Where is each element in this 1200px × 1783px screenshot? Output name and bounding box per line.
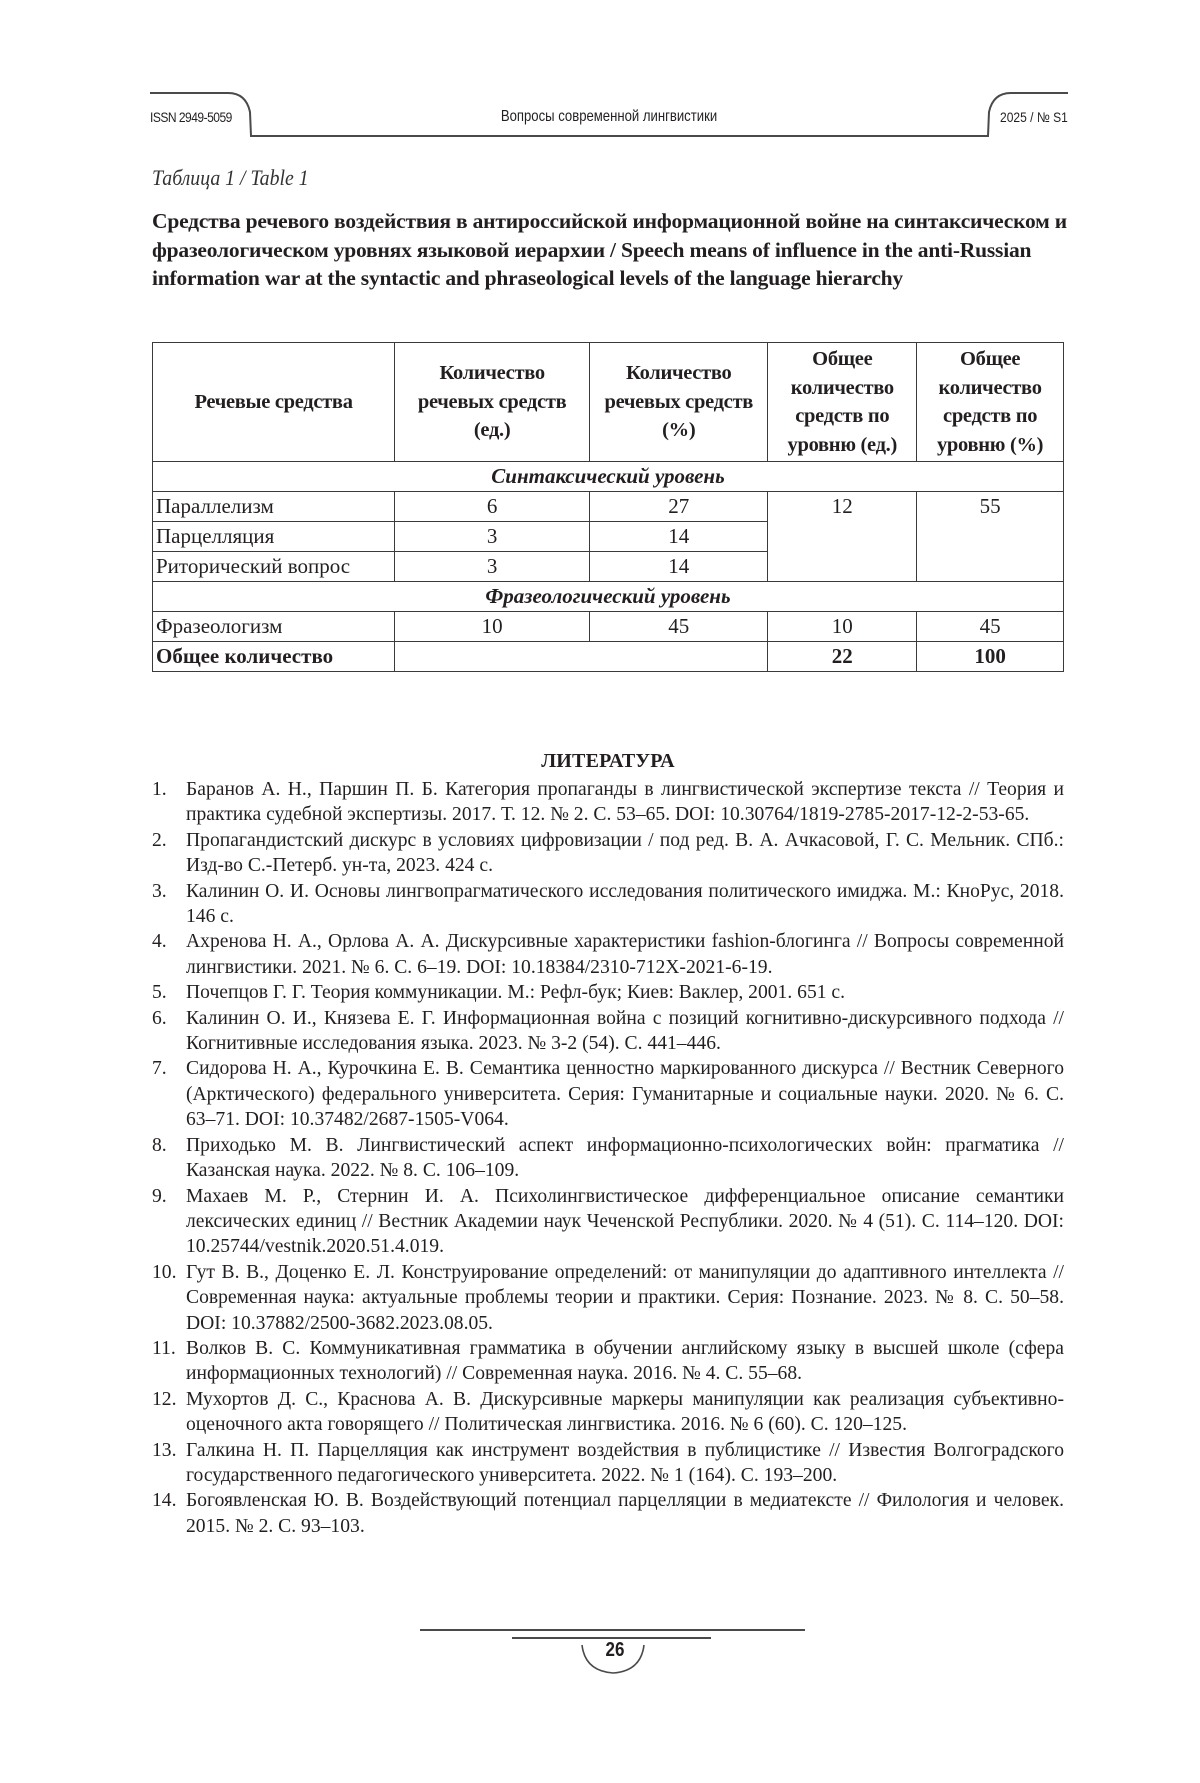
reference-text: Гут В. В., Доценко Е. Л. Конструирование определений: от манипуляции до адаптивного интеллекта // Современная наука: актуальные проблемы теории и практики. Серия: Познание. 2023. № 8. С. 50–58. DOI: 10.37882/2500-3682.2023.08.05. [186, 1261, 1064, 1334]
level-total-percent: 55 [917, 492, 1064, 582]
reference-item [152, 1387, 1064, 1438]
level-total-units: 12 [768, 492, 917, 582]
references-list [152, 777, 1064, 1539]
level-total-units: 10 [768, 612, 917, 642]
reference-item [152, 1336, 1064, 1387]
count-units: 6 [395, 492, 590, 522]
table-title: Средства речевого воздействия в антироссийской информационной войне на синтаксическом и фразеологическом уровнях языковой иерархии / Speech means of influence in the anti-Russian information war at the syntactic and phraseological levels of the language hierarchy [152, 209, 1067, 290]
reference-item [152, 1133, 1064, 1184]
reference-item [152, 929, 1064, 980]
journal-title: Вопросы современной лингвистики [500, 108, 718, 125]
total-units: 22 [768, 642, 917, 672]
reference-item [152, 879, 1064, 930]
reference-item [152, 1056, 1064, 1132]
reference-text: Волков В. С. Коммуникативная грамматика в обучении английскому языку в высшей школе (сфера информационных технологий) // Современная наука. 2016. № 4. С. 55–68. [186, 1337, 1064, 1385]
reference-number: 6. [152, 1007, 167, 1029]
reference-number: 10. [152, 1261, 177, 1283]
speech-means-name: Параллелизм [153, 492, 395, 522]
total-label: Общее количество [153, 642, 395, 672]
reference-number: 11. [152, 1337, 176, 1359]
reference-item [152, 828, 1064, 879]
count-percent: 14 [590, 522, 768, 552]
reference-number: 9. [152, 1185, 167, 1207]
header-count-units: Количество речевых средств (ед.) [395, 343, 590, 462]
count-percent: 27 [590, 492, 768, 522]
count-percent: 45 [590, 612, 768, 642]
header-speech-means: Речевые средства [153, 343, 395, 462]
reference-text: Мухортов Д. С., Краснова А. В. Дискурсивные маркеры манипуляции как реализация субъективно-оценочного акта говорящего // Политическая лингвистика. 2016. № 6 (60). С. 120–125. [186, 1388, 1064, 1436]
reference-item [152, 1006, 1064, 1057]
page-footer [420, 1615, 810, 1695]
speech-means-name: Парцелляция [153, 522, 395, 552]
table-row [153, 612, 1064, 642]
page-number: 26 [605, 1639, 625, 1661]
level-label: Синтаксический уровень [153, 462, 1064, 492]
running-header [150, 90, 1068, 140]
reference-number: 2. [152, 829, 167, 851]
level-row-phraseological [153, 582, 1064, 612]
reference-number: 1. [152, 779, 167, 800]
table-row [153, 492, 1064, 522]
reference-text: Богоявленская Ю. В. Воздействующий потенциал парцелляции в медиатексте // Филология и человек. 2015. № 2. С. 93–103. [186, 1490, 1064, 1537]
reference-text: Калинин О. И. Основы лингвопрагматического исследования политического имиджа. М.: КноРус, 2018. 146 с. [186, 880, 1064, 928]
reference-number: 12. [152, 1388, 177, 1410]
reference-number: 13. [152, 1439, 177, 1461]
reference-text: Пропагандистский дискурс в условиях цифровизации / под ред. В. А. Ачкасовой, Г. С. Мельник. СПб.: Изд-во С.-Петерб. ун-та, 2023. 424 с. [186, 829, 1064, 877]
reference-number: 4. [152, 931, 167, 953]
reference-item [152, 777, 1064, 828]
reference-item [152, 1438, 1064, 1489]
total-row [153, 642, 1064, 672]
speech-means-name: Риторический вопрос [153, 552, 395, 582]
journal-issue: 2025 / № S1 [1000, 109, 1068, 125]
header-count-percent: Количество речевых средств (%) [590, 343, 768, 462]
level-label: Фразеологический уровень [153, 582, 1064, 612]
table-label: Таблица 1 / Table 1 [152, 165, 309, 190]
reference-item [152, 1184, 1064, 1260]
speech-means-table [152, 342, 1064, 672]
reference-number: 5. [152, 982, 167, 1004]
reference-number: 8. [152, 1134, 167, 1156]
reference-text: Калинин О. И., Князева Е. Г. Информационная война с позиций когнитивно-дискурсивного подхода // Когнитивные исследования языка. 2023. № 3-2 (54). С. 441–446. [186, 1007, 1064, 1055]
reference-item [152, 1488, 1064, 1539]
reference-text: Галкина Н. П. Парцелляция как инструмент воздействия в публицистике // Известия Волгоградского государственного педагогического университета. 2022. № 1 (164). С. 193–200. [186, 1439, 1064, 1486]
table-header-row [153, 343, 1064, 462]
reference-number: 7. [152, 1058, 167, 1080]
total-percent: 100 [917, 642, 1064, 672]
reference-text: Баранов А. Н., Паршин П. Б. Категория пропаганды в лингвистической экспертизе текста // Теория и практика судебной экспертизы. 2017. Т. 12. № 2. С. 53–65. DOI: 10.30764/1819-2785-2017-12-2-53-65. [186, 779, 1064, 826]
total-empty-cell [395, 642, 768, 672]
header-level-total-percent: Общее количество средств по уровню (%) [917, 343, 1064, 462]
reference-text: Приходько М. В. Лингвистический аспект информационно-психологических войн: прагматика // Казанская наука. 2022. № 8. С. 106–109. [186, 1134, 1064, 1182]
level-total-percent: 45 [917, 612, 1064, 642]
reference-number: 3. [152, 880, 167, 902]
reference-text: Сидорова Н. А., Курочкина Е. В. Семантика ценностно маркированного дискурса // Вестник Северного (Арктического) федерального университета. Серия: Гуманитарные и социальные науки. 2020. № 6. С. 63–71. DOI: 10.37482/2687-1505-V064. [186, 1058, 1064, 1131]
speech-means-name: Фразеологизм [153, 612, 395, 642]
references-heading: ЛИТЕРАТУРА [541, 750, 675, 772]
reference-item [152, 980, 1064, 1005]
count-units: 10 [395, 612, 590, 642]
reference-text: Махаев М. Р., Стернин И. А. Психолингвистическое дифференциальное описание семантики лексических единиц // Вестник Академии наук Чеченской Республики. 2020. № 4 (51). С. 114–120. DOI: 10.25744/vestnik.2020.51.4.019. [186, 1185, 1064, 1258]
level-row-syntactic [153, 462, 1064, 492]
header-level-total-units: Общее количество средств по уровню (ед.) [768, 343, 917, 462]
count-units: 3 [395, 552, 590, 582]
reference-text: Ахренова Н. А., Орлова А. А. Дискурсивные характеристики fashion-блогинга // Вопросы современной лингвистики. 2021. № 6. С. 6–19. DOI: 10.18384/2310-712X-2021-6-19. [186, 931, 1064, 978]
reference-number: 14. [152, 1490, 177, 1512]
count-percent: 14 [590, 552, 768, 582]
reference-text: Почепцов Г. Г. Теория коммуникации. М.: Рефл-бук; Киев: Ваклер, 2001. 651 с. [186, 982, 846, 1004]
count-units: 3 [395, 522, 590, 552]
reference-item [152, 1260, 1064, 1336]
journal-issn: ISSN 2949-5059 [150, 109, 232, 125]
